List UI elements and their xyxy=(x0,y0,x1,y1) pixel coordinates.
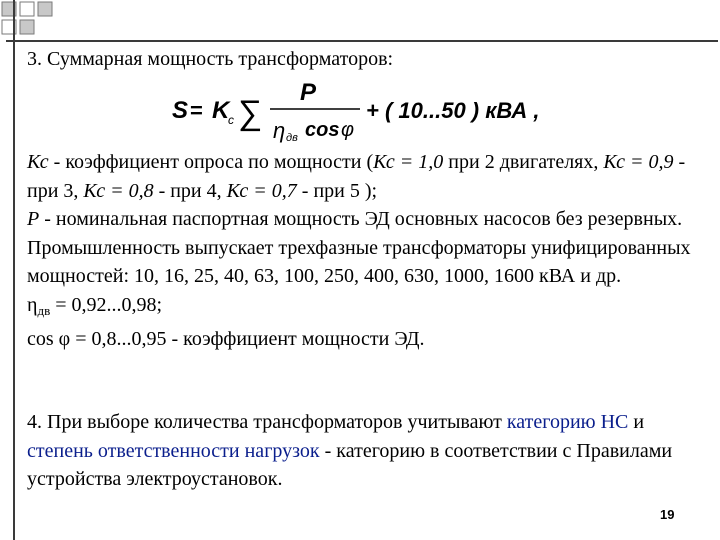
p-text: - номинальная паспортная мощность ЭД основных насосов без резервных. Промышленность выпускает трехфазные трансформаторы унифицированных мощностей: 10, 16, 25, 40, 63, 100, 250, 400, 630, 1000, 1600 кВА и др. xyxy=(27,208,691,287)
formula-cos: cos xyxy=(305,119,340,141)
p-symbol: Р xyxy=(27,208,40,230)
category-link[interactable]: категорию НС xyxy=(506,411,629,433)
formula-tail: + ( 10...50 ) кВА , xyxy=(366,98,540,123)
eta-symbol: η xyxy=(27,293,38,316)
kc-value-2: Кс = 0,9 xyxy=(603,151,674,173)
formula-k-sub: с xyxy=(228,113,234,127)
kc-text-5: - при 5 ); xyxy=(296,179,378,202)
point4-text-2: и xyxy=(628,411,645,433)
kc-value-1: Кс = 1,0 xyxy=(373,151,444,173)
formula-lhs: S xyxy=(172,97,189,124)
kc-text-4: - при 4, xyxy=(153,179,227,202)
formula-numerator: P xyxy=(300,79,317,106)
body-text xyxy=(27,148,707,354)
responsibility-link[interactable]: степень ответственности нагрузок xyxy=(27,439,320,462)
kc-paragraph xyxy=(27,148,707,205)
formula-equals: = xyxy=(190,98,203,123)
eta-line xyxy=(27,291,707,326)
eta-value: = 0,92...0,98; xyxy=(50,293,163,316)
p-paragraph xyxy=(27,205,707,291)
kc-text-3: - при 3, xyxy=(27,151,686,202)
kc-value-3: Кс = 0,8 xyxy=(83,179,154,202)
kc-symbol: Кс xyxy=(27,151,49,173)
cos-line: cos φ = 0,8...0,95 - коэффициент мощности ЭД. xyxy=(27,328,425,350)
page-number: 19 xyxy=(660,507,675,522)
point4-text-1: 4. При выборе количества трансформаторов учитывают xyxy=(27,411,507,433)
section-heading: 3. Суммарная мощность трансформаторов: xyxy=(27,48,394,70)
point-4-paragraph xyxy=(27,408,707,494)
formula-sum: ∑ xyxy=(238,94,263,132)
eta-subscript: дв xyxy=(37,302,51,318)
kc-text-1: - коэффициент опроса по мощности ( xyxy=(48,151,374,173)
formula-k: K xyxy=(212,97,230,124)
kc-text-2: при 2 двигателях, xyxy=(443,151,604,173)
formula-eta: η xyxy=(273,118,286,143)
kc-value-4: Кс = 0,7 xyxy=(226,179,297,202)
left-rule xyxy=(13,0,15,540)
power-formula xyxy=(170,78,590,148)
top-rule xyxy=(6,40,718,42)
point4-text-3: - категорию в соответствии с Правилами устройства электроустановок. xyxy=(27,439,673,490)
formula-eta-sub: дв xyxy=(286,132,298,144)
formula-phi: φ xyxy=(341,119,355,141)
